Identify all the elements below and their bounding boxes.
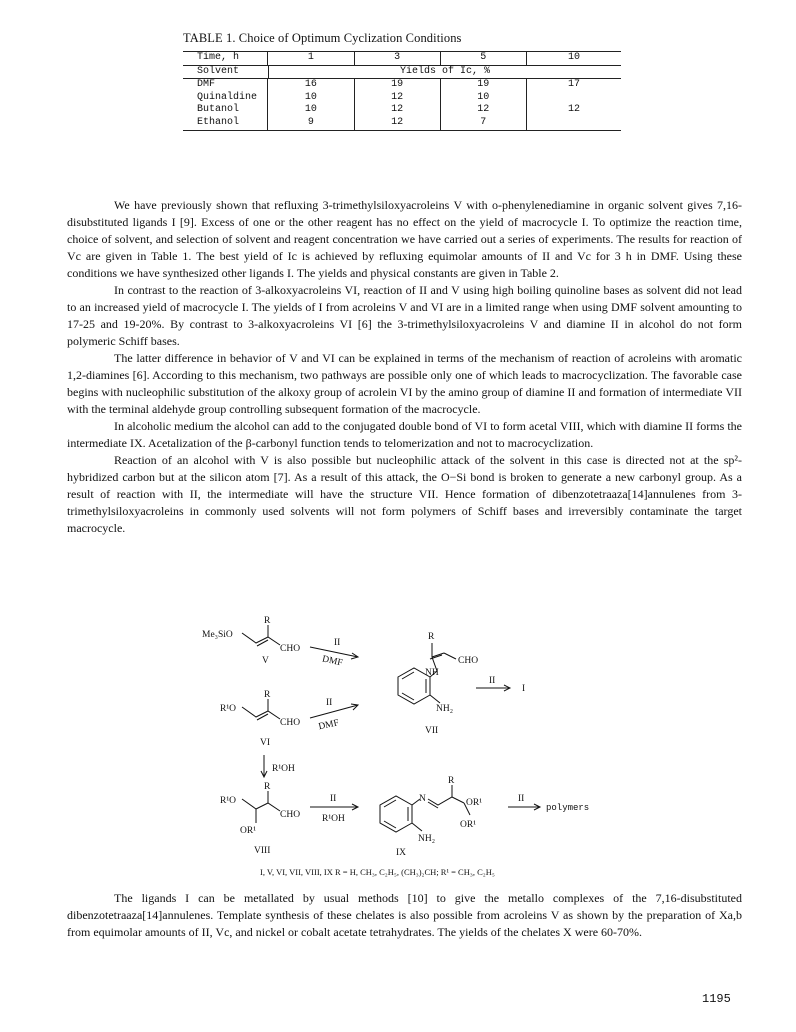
paragraph: In contrast to the reaction of 3-alkoxyacroleins VI, reaction of II and V using high boiling quinoline bases as solvent did not lead to an increased yield of macrocycle I. The yields of I from acroleins V and VI are in a limited range when using DMF solvent amounting to 17-25 and 19-20%. By contrast to 3-alkoxyacroleins VI [6] the 3-trimethylsiloxyacroleins V and diamine II in alcohol do not form polymeric Schiff bases.	[67, 283, 742, 348]
yield-cell: 9	[267, 117, 353, 130]
nh2-label: NH₂	[418, 834, 436, 844]
dmf-label: DMF	[317, 718, 340, 733]
solvent-cell: Butanol	[197, 104, 240, 116]
paragraph: The ligands I can be metallated by usual methods [10] to give the metallo complexes of the 7,16-disubstituted dibenzotetraaza[14]annulenes. Template synthesis of these chelates is also possible from acroleins V as shown by the preparation of Xa,b from equimolar amounts of II, Vc, and nickel or cobalt acetate tetrahydrates. The yields of the chelates X were 60-70%.	[67, 891, 742, 939]
yield-cell: 12	[354, 104, 440, 117]
paragraph: Reaction of an alcohol with V is also possible but nucleophilic attack of the solvent in this case is directed not at the sp²-hybridized carbon but at the silicon atom [7]. As a result of this attack, the O−Si bond is broken to generate a new carbonyl group. As a result of reaction with II, the intermediate will have the structure VII. Hence formation of dibenzotetraaza[14]annulenes from 3-trimethylsiloxyacroleins in commonly used solvents will not form polymers of Schiff bases and irreversibly contaminate the target macrocycle.	[67, 453, 742, 535]
yield-cell: 19	[354, 79, 440, 92]
table-row	[183, 78, 621, 92]
solvent-header: Solvent	[197, 65, 240, 77]
r-label: R	[264, 690, 271, 700]
reagent-ii-label: II	[326, 698, 333, 708]
or1-label: OR¹	[460, 820, 477, 830]
time-header: Time, h	[197, 52, 240, 63]
cho-label: CHO	[280, 644, 301, 654]
cho-label: CHO	[458, 656, 479, 666]
scheme-footnote: I, V, VI, VII, VIII, IX R = H, CH₃, C₂H₅, (CH₃)₂CH; R¹ = CH₃, C₂H₅	[260, 867, 495, 877]
body-text-lower	[67, 890, 742, 941]
r-label: R	[264, 616, 271, 626]
yield-cell: 12	[354, 117, 440, 130]
yield-cell: 10	[267, 92, 353, 105]
r-label: R	[264, 782, 271, 792]
yield-cell: 12	[354, 92, 440, 105]
or1-label: OR¹	[466, 798, 483, 808]
r1o-label: R¹O	[220, 704, 237, 714]
time-col-3: 3	[354, 52, 440, 65]
table-row	[183, 117, 621, 131]
solvent-cell: Ethanol	[197, 116, 240, 128]
table-header-row	[183, 51, 621, 65]
yield-cell	[526, 92, 621, 105]
yield-cell: 10	[267, 104, 353, 117]
r1o-label: R¹O	[220, 796, 237, 806]
yield-cell: 12	[440, 104, 526, 117]
paragraph: We have previously shown that refluxing 3-trimethylsiloxyacroleins V with o-phenylenediamine in organic solvent gives 7,16-disubstituted ligands I [9]. Excess of one or the other reagent has no effect on the yield of macrocycle I. To optimize the reaction time, choice of solvent, and selection of solvent and reagent concentration we have carried out a series of experiments. The results for reaction of Vc are given in Table 1. The best yield of Ic is achieved by refluxing equimolar amounts of II and Vc for 3 h in DMF. Using these conditions we have synthesized other ligands I. The yields and physical constants are given in Table 2.	[67, 198, 742, 280]
body-text-upper	[67, 197, 742, 537]
yield-cell: 17	[526, 79, 621, 92]
table-row	[183, 104, 621, 117]
time-col-10: 10	[526, 52, 621, 65]
time-col-5: 5	[440, 52, 526, 65]
r1oh-label: R¹OH	[322, 814, 345, 824]
nh-label: NH	[425, 668, 439, 678]
compound-vi-label: VI	[260, 738, 271, 748]
yields-header: Yields of Ic, %	[268, 66, 621, 79]
compound-vii-label: VII	[425, 726, 439, 736]
reagent-ii-label: II	[489, 676, 496, 686]
reagent-ii-label: II	[518, 794, 525, 804]
compound-i-label: I	[522, 684, 526, 694]
reagent-ii-label: II	[334, 638, 341, 648]
or1-label: OR¹	[240, 826, 257, 836]
compound-viii-label: VIII	[254, 846, 271, 856]
yield-cell: 16	[267, 79, 353, 92]
table-caption: TABLE 1. Choice of Optimum Cyclization Conditions	[183, 31, 462, 45]
paragraph: The latter difference in behavior of V and VI can be explained in terms of the mechanism of reaction of acroleins with aromatic 1,2-diamines [6]. According to this mechanism, two pathways are possible only one of which leads to macrocyclization. The favorable case begins with nucleophilic substitution of the alkoxy group of acrolein VI by the amino group of diamine II and formation of intermediate VII with the terminal aldehyde group controlling subsequent formation of the macrocycle.	[67, 351, 742, 416]
yield-cell: 12	[526, 104, 621, 117]
solvent-cell: Quinaldine	[197, 91, 258, 103]
reaction-scheme	[200, 615, 600, 873]
scheme-drawing	[200, 615, 600, 873]
compound-ix-label: IX	[396, 848, 407, 858]
table-subheader-row	[183, 65, 621, 79]
paragraph: In alcoholic medium the alcohol can add to the conjugated double bond of VI to form acetal VIII, which with diamine II forms the intermediate IX. Acetalization of the β-carbonyl function tends to telomerization and not to macrocyclization.	[67, 419, 742, 450]
nh2-label: NH₂	[436, 704, 454, 714]
reagent-ii-label: II	[330, 794, 337, 804]
yield-cell: 19	[440, 79, 526, 92]
solvent-cell: DMF	[197, 79, 216, 91]
cho-label: CHO	[280, 718, 301, 728]
results-table	[183, 51, 621, 131]
r-label: R	[428, 632, 435, 642]
yield-cell: 10	[440, 92, 526, 105]
r1oh-label: R¹OH	[272, 764, 295, 774]
yield-cell: 7	[440, 117, 526, 130]
n-label: N	[419, 794, 426, 804]
me3sio-label: Me₃SiO	[202, 630, 233, 640]
cho-label: CHO	[280, 810, 301, 820]
r-label: R	[448, 776, 455, 786]
yield-cell	[526, 117, 621, 130]
polymers-label: polymers	[546, 803, 590, 813]
time-col-1: 1	[267, 52, 353, 65]
page-number: 1195	[702, 992, 731, 1006]
dmf-label: DMF	[321, 654, 344, 669]
table-row	[183, 92, 621, 105]
compound-v-label: V	[262, 656, 269, 666]
